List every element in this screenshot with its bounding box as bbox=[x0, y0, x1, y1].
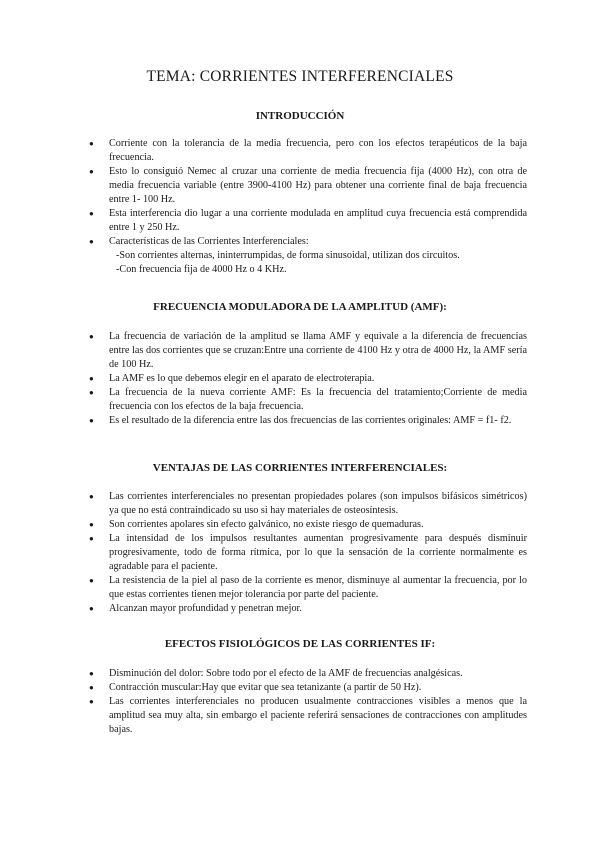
list-item: ● Corriente con la tolerancia de la media frecuencia, pero con los efectos terapéuticos de la baja frecuencia. bbox=[89, 138, 527, 163]
list-item: ● Esta interferencia dio lugar a una corriente modulada en amplitud cuya frecuencia está comprendida entre 1 y 250 Hz. bbox=[89, 208, 527, 233]
list-ventajas bbox=[0, 490, 600, 616]
bullet-icon: ● bbox=[89, 604, 94, 613]
bullet-icon: ● bbox=[89, 669, 94, 678]
bullet-icon: ● bbox=[89, 492, 94, 501]
bullet-icon: ● bbox=[89, 374, 94, 383]
list-item: ● Alcanzan mayor profundidad y penetran mejor. bbox=[89, 603, 302, 614]
bullet-icon: ● bbox=[89, 388, 94, 397]
bullet-icon: ● bbox=[89, 139, 94, 148]
list-item: ● Es el resultado de la diferencia entre las dos frecuencias de las corrientes originales: AMF = f1- f2. bbox=[89, 415, 512, 426]
bullet-icon: ● bbox=[89, 332, 94, 341]
bullet-icon: ● bbox=[89, 167, 94, 176]
list-item: ● Contracción muscular:Hay que evitar que sea tetanizante (a partir de 50 Hz). bbox=[89, 682, 422, 693]
list-item: ● Esto lo consiguió Nemec al cruzar una corriente de media frecuencia fija (4000 Hz), con otra de media frecuencia variable (entre 3900-4100 Hz) para obtener una corriente final de baja frecuencia entre 1- 100 Hz. bbox=[89, 166, 527, 205]
list-item: ● La intensidad de los impulsos resultantes aumentan progresivamente para después disminuir progresivamente, todo de forma rítmica, por lo que la sensación de la corriente normalmente es agradable para el paciente. bbox=[89, 533, 527, 572]
bullet-icon: ● bbox=[89, 534, 94, 543]
bullet-icon: ● bbox=[89, 416, 94, 425]
list-item: ● La resistencia de la piel al paso de la corriente es menor, disminuye al aumentar la frecuencia, por lo que estas corrientes tienen mejor tolerancia por parte del paciente. bbox=[89, 575, 527, 600]
list-introduccion bbox=[0, 137, 600, 277]
list-item: ● Son corrientes apolares sin efecto galvánico, no existe riesgo de quemaduras. bbox=[89, 519, 424, 530]
page-title: TEMA: CORRIENTES INTERFERENCIALES bbox=[146, 68, 454, 85]
section-heading-efectos: EFECTOS FISIOLÓGICOS DE LAS CORRIENTES IF: bbox=[164, 638, 436, 650]
list-item: ● La AMF es lo que debemos elegir en el aparato de electroterapia. bbox=[89, 373, 375, 384]
list-efectos bbox=[0, 667, 600, 737]
bullet-icon: ● bbox=[89, 520, 94, 529]
sub-item: -Con frecuencia fija de 4000 Hz o 4 KHz. bbox=[116, 264, 287, 275]
bullet-icon: ● bbox=[89, 683, 94, 692]
list-item: ● La frecuencia de la nueva corriente AMF: Es la frecuencia del tratamiento;Corriente de media frecuencia con los efectos de la baja frecuencia. bbox=[89, 387, 527, 412]
section-heading-ventajas: VENTAJAS DE LAS CORRIENTES INTERFERENCIALES: bbox=[152, 462, 448, 474]
bullet-icon: ● bbox=[89, 576, 94, 585]
list-item: ● Disminución del dolor: Sobre todo por el efecto de la AMF de frecuencias analgésicas. bbox=[89, 668, 463, 679]
list-item: ● Las corrientes interferenciales no producen usualmente contracciones visibles a menos que la amplitud sea muy alta, sin embargo el paciente referirá sensaciones de contracciones con amplitudes bajas. bbox=[89, 696, 527, 735]
section-heading-amf: FRECUENCIA MODULADORA DE LA AMPLITUD (AMF): bbox=[153, 301, 447, 313]
list-item: ● Las corrientes interferenciales no presentan propiedades polares (son impulsos bifásicos simétricos) ya que no está contraindicado su uso si hay materiales de osteosíntesis. bbox=[89, 491, 527, 516]
sub-item: -Son corrientes alternas, ininterrumpidas, de forma sinusoidal, utilizan dos circuitos. bbox=[116, 250, 460, 261]
section-heading-introduccion: INTRODUCCIÓN bbox=[255, 110, 345, 122]
list-amf bbox=[0, 330, 600, 428]
bullet-icon: ● bbox=[89, 237, 94, 246]
bullet-icon: ● bbox=[89, 209, 94, 218]
bullet-icon: ● bbox=[89, 697, 94, 706]
list-item: ● Características de las Corrientes Interferenciales: bbox=[89, 236, 309, 247]
list-item: ● La frecuencia de variación de la amplitud se llama AMF y equivale a la diferencia de frecuencias entre las dos corrientes que se cruzan:Entre una corriente de 4100 Hz y otra de 4000 Hz, la AMF sería de 100 Hz. bbox=[89, 331, 527, 370]
